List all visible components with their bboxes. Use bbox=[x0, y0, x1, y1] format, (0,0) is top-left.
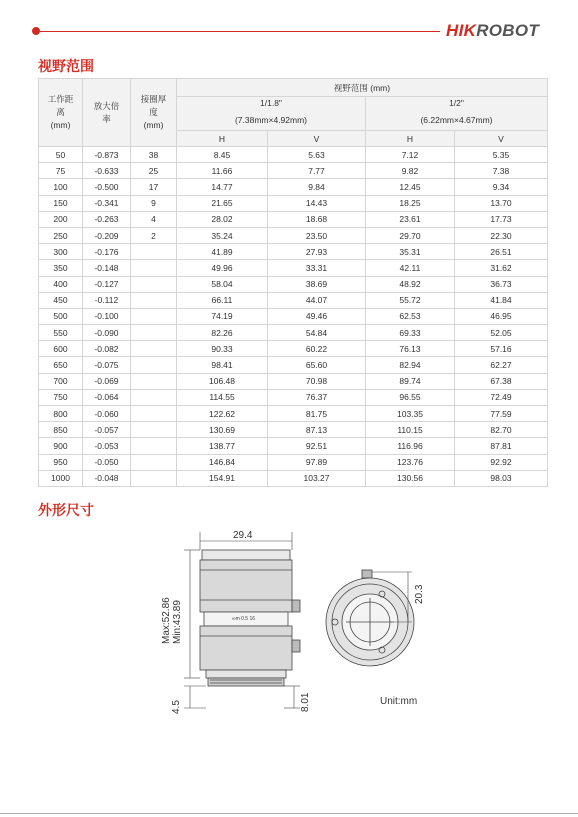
table-cell: 9.34 bbox=[455, 179, 548, 195]
table-row bbox=[39, 147, 548, 163]
table-cell bbox=[131, 389, 177, 405]
dim-flange: 4.5 bbox=[171, 700, 182, 714]
table-cell: 27.93 bbox=[268, 244, 366, 260]
table-cell: 87.13 bbox=[268, 422, 366, 438]
table-row bbox=[39, 308, 548, 324]
fov-section-title: 视野范围 bbox=[38, 59, 94, 75]
table-cell: 46.95 bbox=[455, 308, 548, 324]
table-cell: 92.92 bbox=[455, 454, 548, 470]
table-cell: 82.70 bbox=[455, 422, 548, 438]
table-cell: 122.62 bbox=[177, 406, 268, 422]
table-cell: 29.70 bbox=[366, 227, 455, 243]
table-cell: 26.51 bbox=[455, 244, 548, 260]
table-cell: -0.873 bbox=[83, 147, 131, 163]
table-cell: 89.74 bbox=[366, 373, 455, 389]
table-cell: 110.15 bbox=[366, 422, 455, 438]
table-cell: 106.48 bbox=[177, 373, 268, 389]
table-cell: 7.38 bbox=[455, 163, 548, 179]
table-cell: 18.25 bbox=[366, 195, 455, 211]
brand-logo: HIKROBOT bbox=[446, 21, 540, 40]
col-v-2: V bbox=[455, 131, 548, 147]
table-cell: 23.61 bbox=[366, 211, 455, 227]
table-cell: 130.69 bbox=[177, 422, 268, 438]
table-cell: 54.84 bbox=[268, 325, 366, 341]
table-cell: 58.04 bbox=[177, 276, 268, 292]
table-cell bbox=[131, 341, 177, 357]
col-sensor-1: 1/1.8" (7.38mm×4.92mm) bbox=[177, 97, 366, 131]
table-row bbox=[39, 163, 548, 179]
table-cell: 900 bbox=[39, 438, 83, 454]
table-cell: -0.082 bbox=[83, 341, 131, 357]
table-cell: 44.07 bbox=[268, 292, 366, 308]
table-cell: 5.35 bbox=[455, 147, 548, 163]
dim-min-length: Min:43.89 bbox=[172, 600, 183, 644]
table-cell: 22.30 bbox=[455, 227, 548, 243]
table-cell: -0.075 bbox=[83, 357, 131, 373]
table-cell: 650 bbox=[39, 357, 83, 373]
table-cell: 100 bbox=[39, 179, 83, 195]
table-cell: 25 bbox=[131, 163, 177, 179]
table-cell: 21.65 bbox=[177, 195, 268, 211]
table-cell: 35.24 bbox=[177, 227, 268, 243]
table-cell: -0.148 bbox=[83, 260, 131, 276]
table-cell: 750 bbox=[39, 389, 83, 405]
footer-rule bbox=[0, 813, 578, 814]
table-cell: 123.76 bbox=[366, 454, 455, 470]
dim-width: 29.4 bbox=[233, 530, 253, 541]
col-h-2: H bbox=[366, 131, 455, 147]
table-cell: 42.11 bbox=[366, 260, 455, 276]
table-cell: 17 bbox=[131, 179, 177, 195]
table-cell: -0.048 bbox=[83, 470, 131, 486]
table-cell: 50 bbox=[39, 147, 83, 163]
table-row bbox=[39, 470, 548, 486]
table-cell: 81.75 bbox=[268, 406, 366, 422]
table-cell: -0.112 bbox=[83, 292, 131, 308]
table-cell: 98.03 bbox=[455, 470, 548, 486]
lens-scale-marks: ∞m 0.5 16 bbox=[232, 616, 256, 622]
table-row bbox=[39, 244, 548, 260]
header-dot bbox=[32, 27, 40, 35]
table-cell: 103.35 bbox=[366, 406, 455, 422]
table-cell: 48.92 bbox=[366, 276, 455, 292]
dim-side-height: 20.3 bbox=[414, 584, 425, 604]
table-cell: 130.56 bbox=[366, 470, 455, 486]
table-row bbox=[39, 211, 548, 227]
table-cell: 41.89 bbox=[177, 244, 268, 260]
col-magnification: 放大倍 率 bbox=[83, 79, 131, 147]
table-cell: 33.31 bbox=[268, 260, 366, 276]
table-cell: 7.77 bbox=[268, 163, 366, 179]
table-cell: 850 bbox=[39, 422, 83, 438]
table-cell bbox=[131, 454, 177, 470]
table-cell: 150 bbox=[39, 195, 83, 211]
table-cell: 103.27 bbox=[268, 470, 366, 486]
table-cell: 14.43 bbox=[268, 195, 366, 211]
col-h-1: H bbox=[177, 131, 268, 147]
table-cell: 250 bbox=[39, 227, 83, 243]
table-cell: 87.81 bbox=[455, 438, 548, 454]
table-cell: 62.27 bbox=[455, 357, 548, 373]
col-ring-thickness: 接圈厚 度 (mm) bbox=[131, 79, 177, 147]
table-cell: 138.77 bbox=[177, 438, 268, 454]
table-cell: 9 bbox=[131, 195, 177, 211]
table-cell: -0.060 bbox=[83, 406, 131, 422]
table-cell: 77.59 bbox=[455, 406, 548, 422]
table-cell: 74.19 bbox=[177, 308, 268, 324]
header-rule bbox=[40, 31, 440, 32]
table-row bbox=[39, 422, 548, 438]
table-row bbox=[39, 227, 548, 243]
table-cell: 116.96 bbox=[366, 438, 455, 454]
table-row bbox=[39, 276, 548, 292]
col-working-distance: 工作距 离 (mm) bbox=[39, 79, 83, 147]
table-cell: 38.69 bbox=[268, 276, 366, 292]
table-cell: 9.82 bbox=[366, 163, 455, 179]
table-cell: 23.50 bbox=[268, 227, 366, 243]
table-cell: 11.66 bbox=[177, 163, 268, 179]
unit-label: Unit:mm bbox=[380, 696, 418, 707]
table-cell: 700 bbox=[39, 373, 83, 389]
table-cell: 18.68 bbox=[268, 211, 366, 227]
table-cell bbox=[131, 292, 177, 308]
dimensions-section-title: 外形尺寸 bbox=[38, 503, 94, 519]
table-cell: 300 bbox=[39, 244, 83, 260]
table-cell: 7.12 bbox=[366, 147, 455, 163]
table-cell: 82.94 bbox=[366, 357, 455, 373]
table-row bbox=[39, 406, 548, 422]
table-cell: 60.22 bbox=[268, 341, 366, 357]
table-row bbox=[39, 438, 548, 454]
table-cell: 350 bbox=[39, 260, 83, 276]
col-sensor-2: 1/2" (6.22mm×4.67mm) bbox=[366, 97, 548, 131]
table-cell: 41.84 bbox=[455, 292, 548, 308]
col-fov-group: 视野范围 (mm) bbox=[177, 79, 548, 97]
table-cell: 82.26 bbox=[177, 325, 268, 341]
table-cell: 28.02 bbox=[177, 211, 268, 227]
table-cell: -0.263 bbox=[83, 211, 131, 227]
table-cell: 200 bbox=[39, 211, 83, 227]
lens-dimension-drawing bbox=[150, 522, 450, 722]
table-cell: 17.73 bbox=[455, 211, 548, 227]
table-cell: 90.33 bbox=[177, 341, 268, 357]
table-cell: 31.62 bbox=[455, 260, 548, 276]
table-row bbox=[39, 260, 548, 276]
table-cell bbox=[131, 406, 177, 422]
table-cell: 950 bbox=[39, 454, 83, 470]
table-cell bbox=[131, 308, 177, 324]
table-cell: -0.057 bbox=[83, 422, 131, 438]
table-cell: 146.84 bbox=[177, 454, 268, 470]
table-cell: 1000 bbox=[39, 470, 83, 486]
table-cell: 62.53 bbox=[366, 308, 455, 324]
table-cell: 76.13 bbox=[366, 341, 455, 357]
table-cell: 2 bbox=[131, 227, 177, 243]
table-cell: -0.209 bbox=[83, 227, 131, 243]
table-row bbox=[39, 341, 548, 357]
table-cell: 98.41 bbox=[177, 357, 268, 373]
table-cell: 8.45 bbox=[177, 147, 268, 163]
dim-thread: 8.01 bbox=[300, 692, 311, 712]
table-cell: 52.05 bbox=[455, 325, 548, 341]
table-cell: 66.11 bbox=[177, 292, 268, 308]
table-cell: -0.127 bbox=[83, 276, 131, 292]
table-cell: 9.84 bbox=[268, 179, 366, 195]
table-cell: 400 bbox=[39, 276, 83, 292]
table-cell: -0.633 bbox=[83, 163, 131, 179]
table-cell: 5.63 bbox=[268, 147, 366, 163]
table-cell: 97.89 bbox=[268, 454, 366, 470]
table-cell bbox=[131, 276, 177, 292]
table-cell: 14.77 bbox=[177, 179, 268, 195]
table-cell: -0.064 bbox=[83, 389, 131, 405]
table-cell: 13.70 bbox=[455, 195, 548, 211]
table-row bbox=[39, 292, 548, 308]
table-row bbox=[39, 357, 548, 373]
table-cell: 49.46 bbox=[268, 308, 366, 324]
table-cell: -0.100 bbox=[83, 308, 131, 324]
table-cell bbox=[131, 470, 177, 486]
table-cell: 114.55 bbox=[177, 389, 268, 405]
table-cell: 154.91 bbox=[177, 470, 268, 486]
table-cell: 500 bbox=[39, 308, 83, 324]
table-cell: 600 bbox=[39, 341, 83, 357]
table-cell: 75 bbox=[39, 163, 83, 179]
table-row bbox=[39, 389, 548, 405]
table-cell: 800 bbox=[39, 406, 83, 422]
table-cell bbox=[131, 422, 177, 438]
table-cell: 35.31 bbox=[366, 244, 455, 260]
table-cell: 4 bbox=[131, 211, 177, 227]
table-cell: 69.33 bbox=[366, 325, 455, 341]
table-cell bbox=[131, 244, 177, 260]
table-cell: -0.176 bbox=[83, 244, 131, 260]
table-cell: 49.96 bbox=[177, 260, 268, 276]
table-row bbox=[39, 179, 548, 195]
table-cell: 76.37 bbox=[268, 389, 366, 405]
table-cell bbox=[131, 357, 177, 373]
table-cell: 72.49 bbox=[455, 389, 548, 405]
table-cell: 550 bbox=[39, 325, 83, 341]
fov-table bbox=[38, 78, 548, 487]
table-cell bbox=[131, 438, 177, 454]
table-cell bbox=[131, 260, 177, 276]
table-cell: 96.55 bbox=[366, 389, 455, 405]
table-cell: -0.069 bbox=[83, 373, 131, 389]
table-cell: -0.500 bbox=[83, 179, 131, 195]
table-row bbox=[39, 454, 548, 470]
table-cell bbox=[131, 373, 177, 389]
table-cell: 36.73 bbox=[455, 276, 548, 292]
table-cell bbox=[131, 325, 177, 341]
table-cell: 65.60 bbox=[268, 357, 366, 373]
lens-front-view bbox=[326, 570, 414, 666]
table-cell: -0.090 bbox=[83, 325, 131, 341]
table-cell: 92.51 bbox=[268, 438, 366, 454]
table-row bbox=[39, 325, 548, 341]
table-cell: -0.050 bbox=[83, 454, 131, 470]
table-cell: 67.38 bbox=[455, 373, 548, 389]
col-v-1: V bbox=[268, 131, 366, 147]
dim-max-length: Max:52.86 bbox=[161, 597, 172, 644]
table-cell: 55.72 bbox=[366, 292, 455, 308]
table-cell: -0.053 bbox=[83, 438, 131, 454]
table-cell: 450 bbox=[39, 292, 83, 308]
table-cell: 38 bbox=[131, 147, 177, 163]
table-row bbox=[39, 373, 548, 389]
table-cell: 12.45 bbox=[366, 179, 455, 195]
table-cell: 57.16 bbox=[455, 341, 548, 357]
table-cell: 70.98 bbox=[268, 373, 366, 389]
table-cell: -0.341 bbox=[83, 195, 131, 211]
table-row bbox=[39, 195, 548, 211]
